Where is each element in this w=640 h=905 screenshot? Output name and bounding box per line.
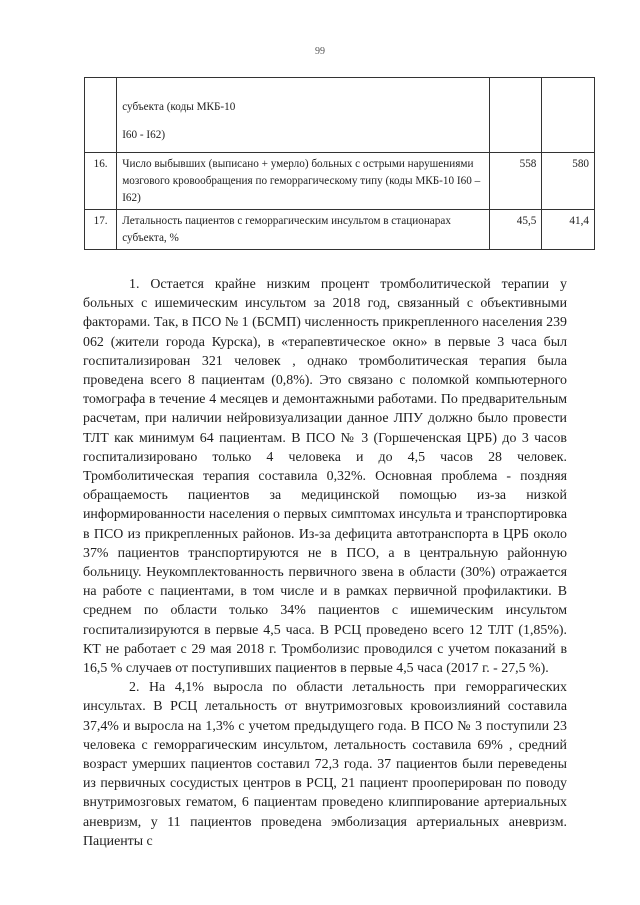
row-description: Число выбывших (выписано + умерло) больных с острыми нарушениями мозгового кровообращения по геморрагическому типу (коды МКБ-10 I60 –I62): [117, 153, 490, 210]
row-value-2017: [489, 78, 542, 153]
row-value-2017: 558: [489, 153, 542, 210]
page-number: 99: [315, 46, 325, 57]
row-number: [85, 78, 117, 153]
table-row: [85, 78, 595, 153]
row-value-2018: 41,4: [542, 210, 595, 250]
row-number: 17.: [85, 210, 117, 250]
row-description: Летальность пациентов с геморрагическим инсультом в стационарах субъекта, %: [117, 210, 490, 250]
row-value-2017: 45,5: [489, 210, 542, 250]
row-value-2018: 580: [542, 153, 595, 210]
paragraph: 1. Остается крайне низким процент тромболитической терапии у больных с ишемическим инсультом за 2018 год, связанный с объективными факторами. Так, в ПСО № 1 (БСМП) численность прикрепленного населения 239 062 (жители города Курска), в «терапевтическое окно» в первые 3 часа был госпитализирован 321 человек , однако тромболитическая терапия была проведена всего 8 пациентам (0,8%). Это связано с поломкой компьютерного томографа в течение 4 месяцев и демонтажными работами. По предварительным расчетам, при наличии нейровизуализации данное ЛПУ должно было провести ТЛТ как минимум 64 пациентам. В ПСО № 3 (Горшеченская ЦРБ) до 3 часов госпитализировано только 4 человека и до 4,5 часов 28 человек. Тромболитическая терапия составила 0,32%. Основная проблема - поздняя обращаемость пациентов за медицинской помощью из-за низкой информированности населения о первых симптомах инсульта и транспортировка в ПСО из прикрепленных районов. Из-за дефицита автотранспорта в ЦРБ около 37% пациентов транспортируются не в ПСО, а в центральную районную больницу. Неукомплектованность первичного звена в области (30%) отражается на работе с пациентами, в том числе и в рамках первичной профилактики. В среднем по области только 34% пациентов с ишемическим инсультом госпитализируются в первые 4,5 часа. В РСЦ проведено всего 12 ТЛТ (1,85%). КТ не работает с 29 мая 2018 г. Тромболизис проводился с учетом показаний в 16,5 % случаев от поступивших пациентов в первые 4,5 часа (2017 г. - 27,5 %).: [83, 277, 567, 677]
row-description-line: I60 - I62): [122, 129, 166, 141]
row-description: [117, 78, 490, 153]
paragraph: 2. На 4,1% выросла по области летальность при геморрагических инсультах. В РСЦ летальность от внутримозговых кровоизлияний составила 37,4% и выросла на 1,3% с учетом предыдущего года. В ПСО № 3 поступили 23 человека с геморрагическим инсультом, летальность составила 69% , средний возраст умерших пациентов составил 72,3 года. 37 пациентов были переведены из первичных сосудистых центров в РСЦ, 21 пациент прооперирован по поводу внутримозговых гематом, 6 пациентам проведено клиппирование артериальных аневризм, у 11 пациентов проведена эмболизация артериальных аневризм. Пациенты с: [83, 680, 567, 849]
table-row: [85, 153, 595, 210]
table-row: [85, 210, 595, 250]
body-text: [83, 275, 567, 851]
row-number: 16.: [85, 153, 117, 210]
row-description-line: субъекта (коды МКБ-10: [122, 101, 236, 113]
row-value-2018: [542, 78, 595, 153]
indicators-table: [84, 77, 595, 250]
